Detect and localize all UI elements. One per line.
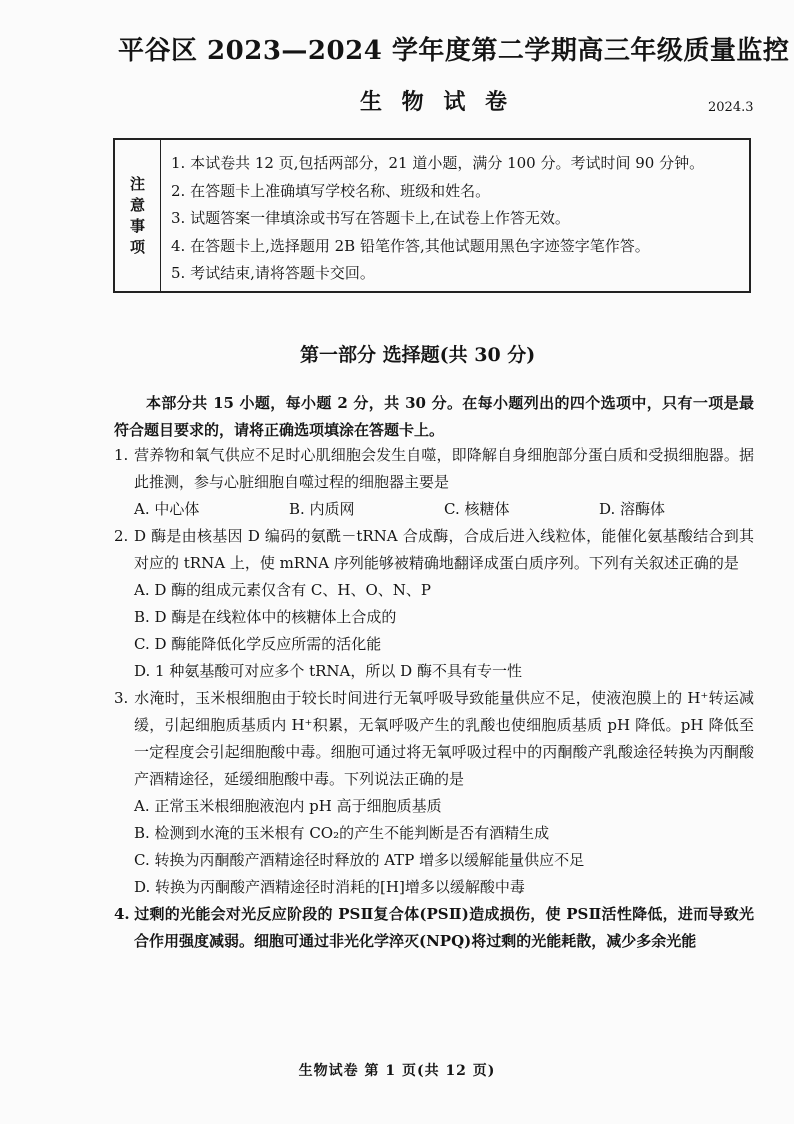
question-text: D 酶是由核基因 D 编码的氨酰－tRNA 合成酶，合成后进入线粒体，能催化氨基酸结合到其对应的 tRNA 上，使 mRNA 序列能够被精确地翻译成蛋白质序列。下列有关叙述正确的是 (134, 527, 754, 572)
option: D. 转换为丙酮酸产酒精途径时消耗的[H]增多以缓解酸中毒 (134, 878, 525, 896)
question-stem (114, 901, 754, 955)
question-text: 营养物和氧气供应不足时心肌细胞会发生自噬，即降解自身细胞部分蛋白质和受损细胞器。据此推测，参与心脏细胞自噬过程的细胞器主要是 (134, 446, 754, 491)
question-stem (114, 685, 754, 793)
option: D. 溶酶体 (599, 500, 666, 518)
option: A. 正常玉米根细胞液泡内 pH 高于细胞质基质 (134, 797, 442, 815)
option: C. D 酶能降低化学反应所需的活化能 (134, 635, 382, 653)
exam-title: 平谷区 2023—2024 学年度第二学期高三年级质量监控 (118, 36, 790, 66)
option: B. 内质网 (289, 500, 355, 518)
notice-label-char: 项 (129, 237, 145, 256)
question-number: 3. (114, 689, 129, 707)
page-footer: 生物试卷 第 1 页(共 12 页) (298, 1063, 496, 1079)
notice-item: 2. 在答题卡上准确填写学校名称、班级和姓名。 (171, 181, 491, 200)
question-text: 水淹时，玉米根细胞由于较长时间进行无氧呼吸导致能量供应不足，使液泡膜上的 H⁺转运减缓，引起细胞质基质内 H⁺积累，无氧呼吸产生的乳酸也使细胞质基质 pH 降低。pH 降低至一定程度会引起细胞酸中毒。细胞可通过将无氧呼吸过程中的丙酮酸产乳酸途径转换为丙酮酸产酒精途径，延缓细胞酸中毒。下列说法正确的是 (134, 689, 754, 788)
question-number: 2. (114, 527, 129, 545)
question-list (114, 442, 754, 955)
part-intro: 本部分共 15 小题，每小题 2 分，共 30 分。在每小题列出的四个选项中，只有一项是最符合题目要求的，请将正确选项填涂在答题卡上。 (114, 394, 754, 439)
option: C. 核糖体 (444, 500, 510, 518)
option: D. 1 种氨基酸可对应多个 tRNA，所以 D 酶不具有专一性 (134, 662, 522, 680)
question-stem (114, 442, 754, 496)
option-row (114, 496, 754, 523)
option: A. 中心体 (134, 500, 200, 518)
notice-label (115, 140, 161, 291)
notice-box (113, 138, 751, 293)
question-number: 1. (114, 446, 129, 464)
exam-date: 2024.3 (708, 100, 754, 115)
option: B. D 酶是在线粒体中的核糖体上合成的 (134, 608, 397, 626)
notice-label-char: 注 (129, 174, 145, 193)
notice-item: 5. 考试结束,请将答题卡交回。 (171, 264, 375, 282)
option: B. 检测到水淹的玉米根有 CO₂的产生不能判断是否有酒精生成 (134, 824, 550, 842)
notice-label-char: 事 (129, 216, 145, 235)
notice-item: 3. 试题答案一律填涂或书写在答题卡上,在试卷上作答无效。 (171, 209, 570, 227)
option: C. 转换为丙酮酸产酒精途径时释放的 ATP 增多以缓解能量供应不足 (134, 851, 585, 869)
notice-item: 4. 在答题卡上,选择题用 2B 铅笔作答,其他试题用黑色字迹签字笔作答。 (171, 236, 650, 255)
question-number: 4. (114, 905, 130, 923)
question-stem (114, 523, 754, 577)
subject-title: 生 物 试 卷 (360, 89, 513, 115)
part-title: 第一部分 选择题(共 30 分) (300, 344, 536, 366)
question-text: 过剩的光能会对光反应阶段的 PSⅡ复合体(PSⅡ)造成损伤，使 PSⅡ活性降低，进而导致光合作用强度减弱。细胞可通过非光化学淬灭(NPQ)将过剩的光能耗散，减少多余光能 (134, 905, 754, 950)
notice-list (171, 150, 741, 288)
option: A. D 酶的组成元素仅含有 C、H、O、N、P (134, 581, 432, 599)
notice-label-char: 意 (129, 195, 145, 214)
notice-item: 1. 本试卷共 12 页,包括两部分，21 道小题，满分 100 分。考试时间 90 分钟。 (171, 154, 705, 172)
